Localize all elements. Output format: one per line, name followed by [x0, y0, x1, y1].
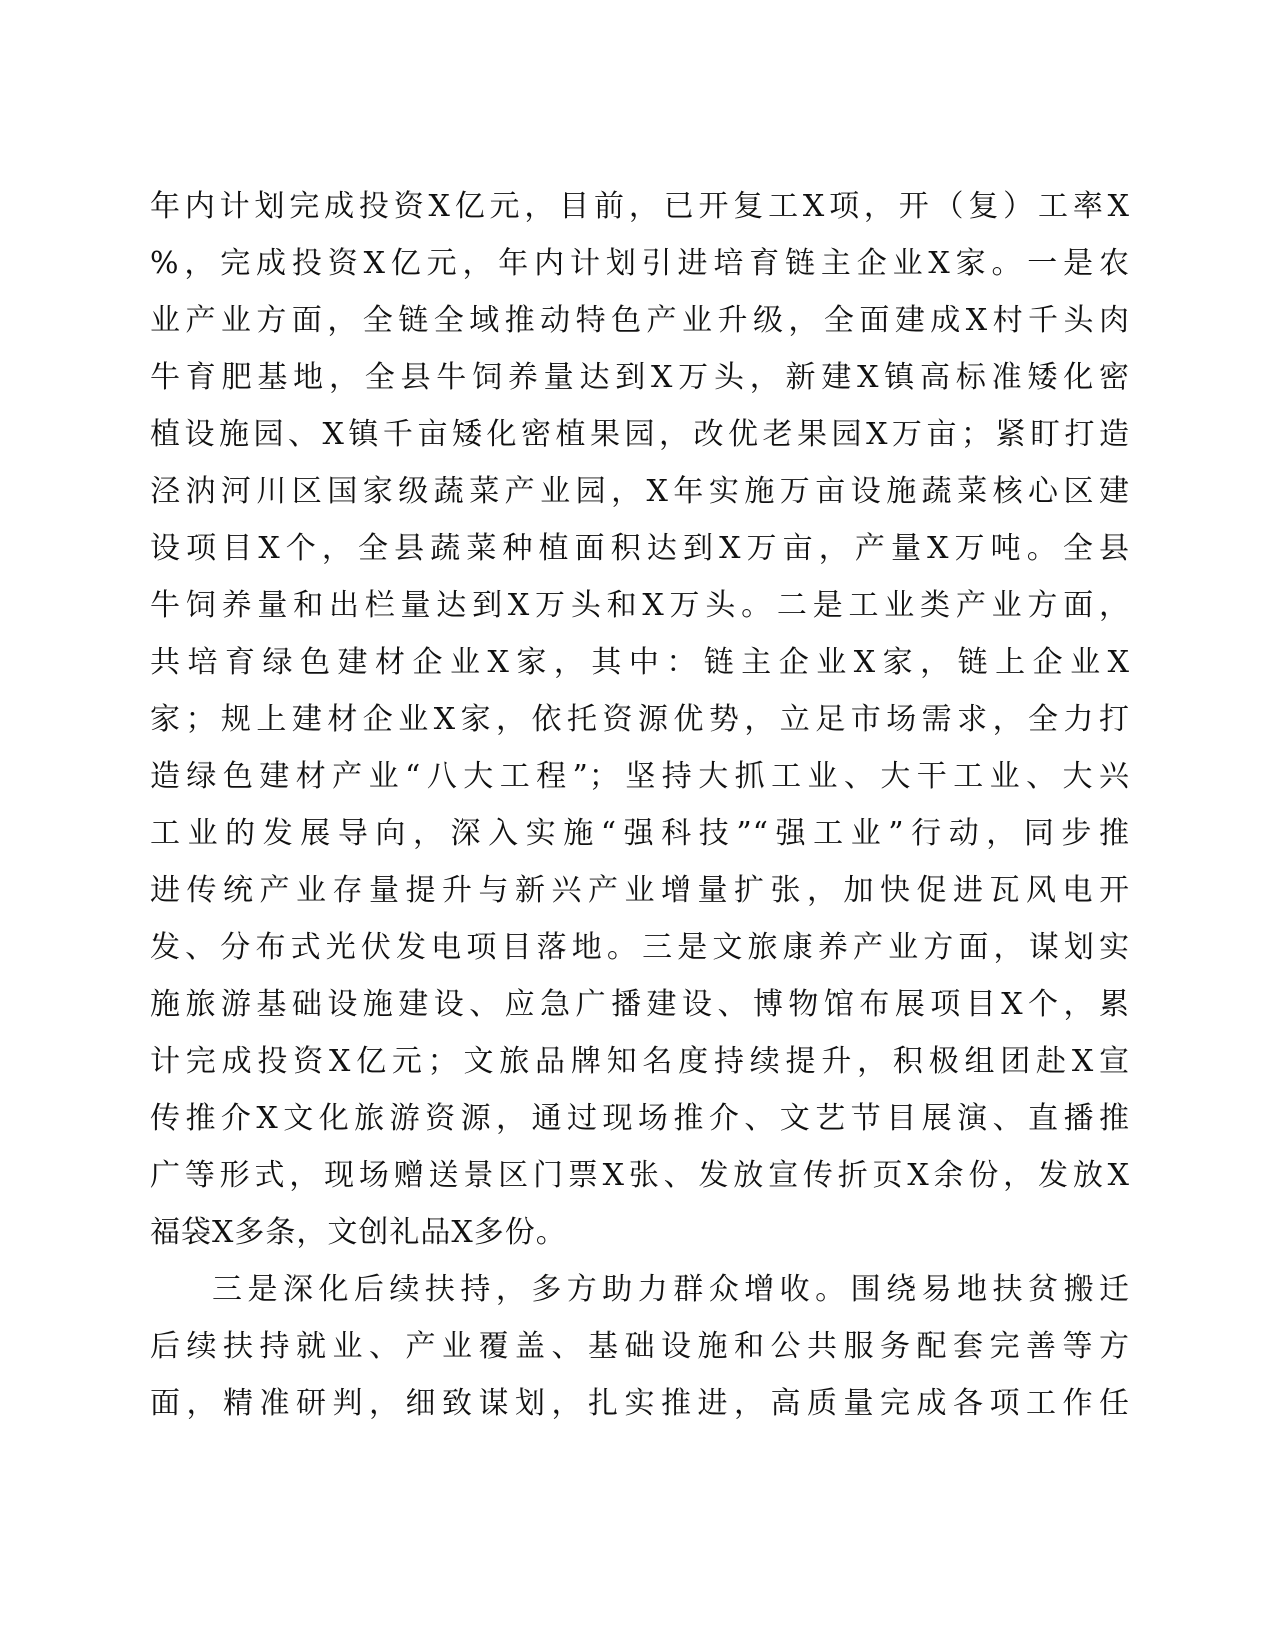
text-line: 造绿色建材产业“八大工程”；坚持大抓工业、大干工业、大兴: [150, 759, 1130, 794]
text-line: 牛育肥基地，全县牛饲养量达到X万头，新建X镇高标准矮化密: [150, 360, 1130, 395]
text-line: 植设施园、X镇千亩矮化密植果园，改优老果园X万亩；紧盯打造: [150, 417, 1130, 452]
text-line: 计完成投资X亿元；文旅品牌知名度持续提升，积极组团赴X宣: [150, 1044, 1130, 1079]
text-line: 年内计划完成投资X亿元，目前，已开复工X项，开（复）工率X: [150, 189, 1130, 224]
text-line: 发、分布式光伏发电项目落地。三是文旅康养产业方面，谋划实: [150, 930, 1130, 965]
text-line: 泾汭河川区国家级蔬菜产业园，X年实施万亩设施蔬菜核心区建: [150, 474, 1130, 509]
text-line: 三是深化后续扶持，多方助力群众增收。围绕易地扶贫搬迁: [212, 1272, 1130, 1307]
text-line: 福袋X多条，文创礼品X多份。: [150, 1215, 567, 1250]
text-line: 面，精准研判，细致谋划，扎实推进，高质量完成各项工作任: [150, 1386, 1130, 1421]
text-line: 牛饲养量和出栏量达到X万头和X万头。二是工业类产业方面，: [150, 588, 1130, 623]
text-line: 传推介X文化旅游资源，通过现场推介、文艺节目展演、直播推: [150, 1101, 1130, 1136]
text-line: 业产业方面，全链全域推动特色产业升级，全面建成X村千头肉: [150, 303, 1130, 338]
text-line: 设项目X个，全县蔬菜种植面积达到X万亩，产量X万吨。全县: [150, 531, 1130, 566]
text-line: 共培育绿色建材企业X家，其中：链主企业X家，链上企业X: [150, 645, 1130, 680]
text-line: 广等形式，现场赠送景区门票X张、发放宣传折页X余份，发放X: [150, 1158, 1130, 1193]
text-line: 家；规上建材企业X家，依托资源优势，立足市场需求，全力打: [150, 702, 1130, 737]
text-line: 工业的发展导向，深入实施“强科技”“强工业”行动，同步推: [150, 816, 1130, 851]
text-line: 后续扶持就业、产业覆盖、基础设施和公共服务配套完善等方: [150, 1329, 1130, 1364]
text-line: %，完成投资X亿元，年内计划引进培育链主企业X家。一是农: [150, 246, 1130, 281]
text-line: 进传统产业存量提升与新兴产业增量扩张，加快促进瓦风电开: [150, 873, 1130, 908]
text-line: 施旅游基础设施建设、应急广播建设、博物馆布展项目X个，累: [150, 987, 1130, 1022]
document-body: [150, 178, 1130, 1432]
